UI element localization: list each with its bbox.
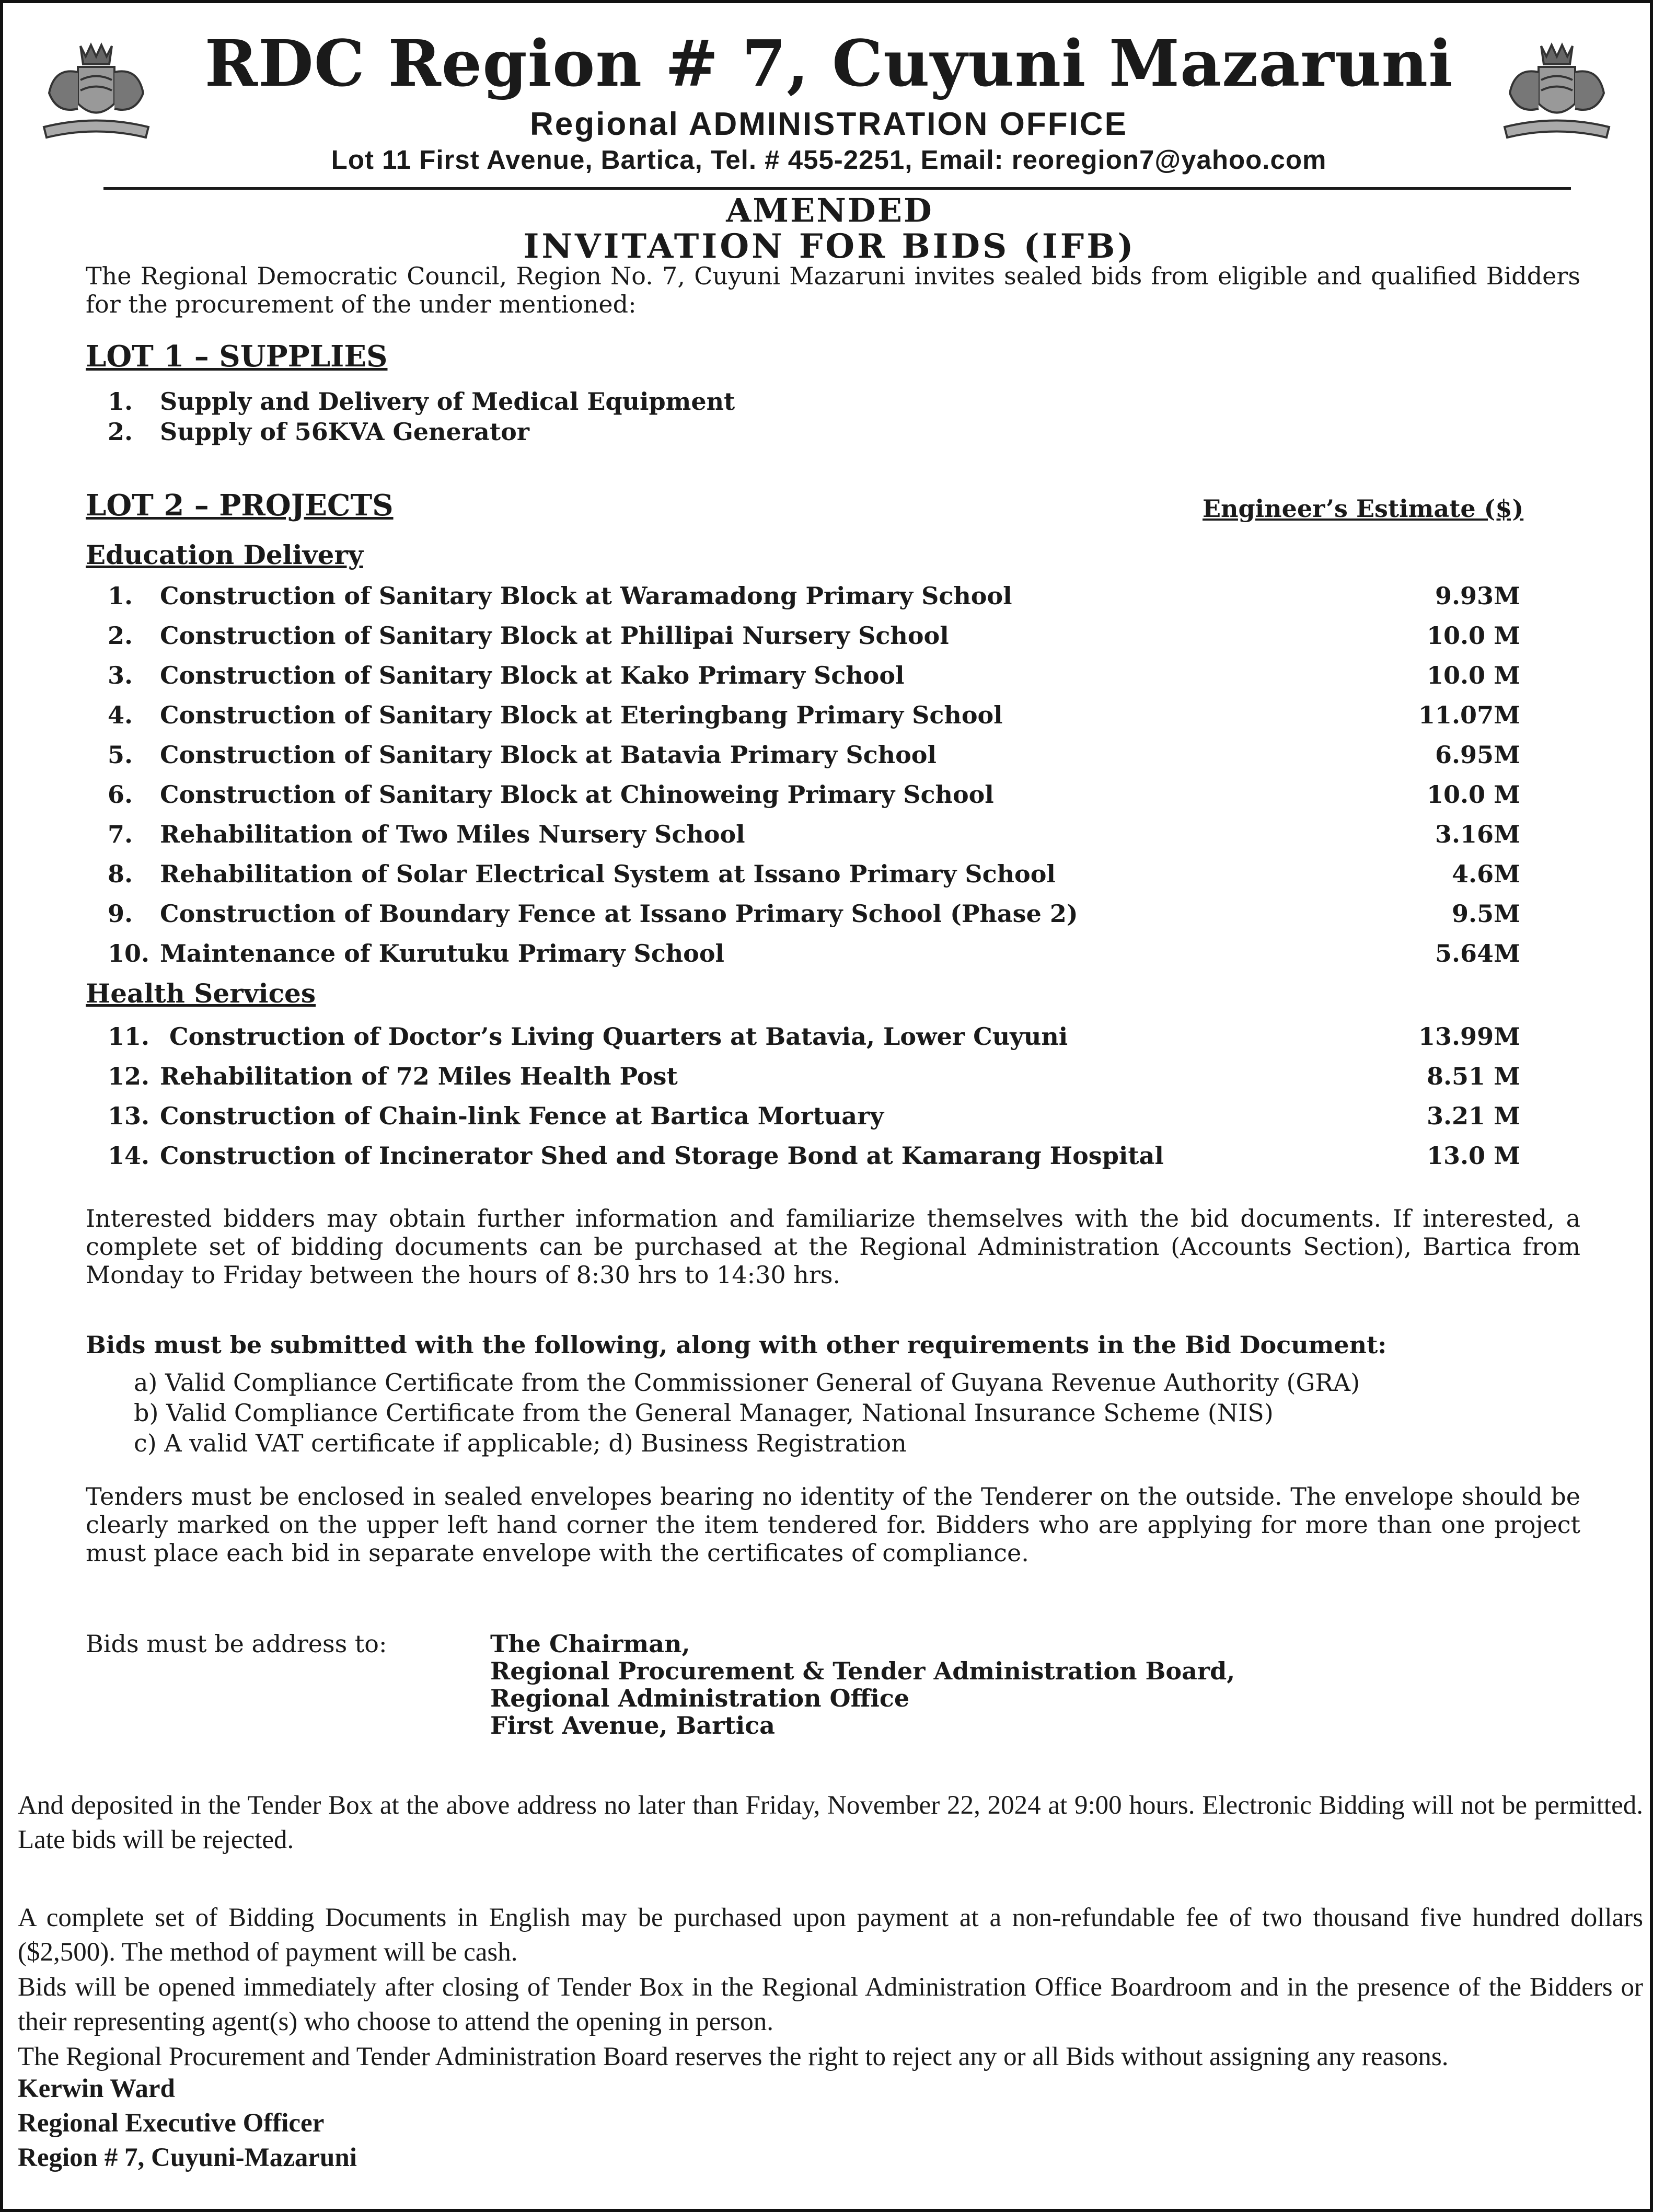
list-item: 14. Construction of Incinerator Shed and Storage Bond at Kamarang Hospital 13.0 M (108, 1142, 1520, 1170)
office-subtitle: Regional ADMINISTRATION OFFICE (530, 106, 1128, 142)
address-line: Regional Administration Office (490, 1684, 910, 1712)
list-item: 4. Construction of Sanitary Block at Eteringbang Primary School 11.07M (108, 701, 1520, 729)
list-item: 12. Rehabilitation of 72 Miles Health Post 8.51 M (108, 1062, 1520, 1090)
list-item: 9. Construction of Boundary Fence at Issano Primary School (Phase 2) 9.5M (108, 900, 1520, 928)
address-line: Regional Procurement & Tender Administration Board, (490, 1657, 1235, 1685)
requirement-item: b) Valid Compliance Certificate from the General Manager, National Insurance Scheme (NIS) (134, 1399, 1274, 1427)
tender-paragraph: Tenders must be enclosed in sealed envelopes bearing no identity of the Tenderer on the outside. The envelope should be clearly marked on the upper left hand corner the item tendered for. Bidders who are applying for more than one project must place each bid in separate envelope with the certificates of compliance. (86, 1482, 1580, 1567)
list-item: 8. Rehabilitation of Solar Electrical System at Issano Primary School 4.6M (108, 860, 1520, 888)
list-item: 2. Supply of 56KVA Generator (108, 418, 529, 446)
address-line: First Avenue, Bartica (490, 1711, 775, 1739)
list-item: 7. Rehabilitation of Two Miles Nursery School 3.16M (108, 820, 1520, 848)
header-divider (103, 187, 1571, 190)
deposit-paragraph: And deposited in the Tender Box at the above address no later than Friday, November 22, 2024 at 9:00 hours. Electronic Bidding will not be permitted. Late bids will be rejected. (18, 1791, 1643, 1854)
intro-paragraph: The Regional Democratic Council, Region No. 7, Cuyuni Mazaruni invites sealed bids from eligible and qualified Bidders for the procurement of the under mentioned: (86, 262, 1580, 318)
health-heading: Health Services (86, 978, 316, 1009)
signatory-region: Region # 7, Cuyuni-Mazaruni (18, 2143, 357, 2172)
list-item: 1. Supply and Delivery of Medical Equipment (108, 387, 735, 416)
signatory-title: Regional Executive Officer (18, 2109, 325, 2138)
opening-paragraph: Bids will be opened immediately after closing of Tender Box in the Regional Administration Office Boardroom and in the presence of the Bidders or their representing agent(s) who choose to attend the opening in person. (18, 1973, 1643, 2036)
requirement-item: c) A valid VAT certificate if applicable; d) Business Registration (134, 1429, 907, 1457)
lot2-heading: LOT 2 – PROJECTS (86, 488, 394, 523)
lot1-heading: LOT 1 – SUPPLIES (86, 339, 388, 374)
list-item: 1. Construction of Sanitary Block at Waramadong Primary School 9.93M (108, 582, 1520, 610)
requirement-item: a) Valid Compliance Certificate from the Commissioner General of Guyana Revenue Authority (GRA) (134, 1368, 1360, 1397)
list-item: 13. Construction of Chain-link Fence at Bartica Mortuary 3.21 M (108, 1102, 1520, 1130)
list-item: 5. Construction of Sanitary Block at Batavia Primary School 6.95M (108, 741, 1520, 769)
list-item: 10. Maintenance of Kurutuku Primary School 5.64M (108, 939, 1520, 967)
coat-of-arms-icon (1489, 36, 1625, 151)
coat-of-arms-icon (28, 36, 164, 151)
amended-label: AMENDED (726, 191, 933, 229)
address-line: The Chairman, (490, 1630, 690, 1658)
fee-paragraph: A complete set of Bidding Documents in English may be purchased upon payment at a non-refundable fee of two thousand five hundred dollars ($2,500). The method of payment will be cash. (18, 1903, 1643, 1967)
list-item: 11. Construction of Doctor’s Living Quarters at Batavia, Lower Cuyuni 13.99M (108, 1022, 1520, 1051)
requirements-heading: Bids must be submitted with the following, along with other requirements in the Bid Document: (86, 1331, 1387, 1359)
office-address: Lot 11 First Avenue, Bartica, Tel. # 455-2251, Email: reoregion7@yahoo.com (331, 145, 1327, 175)
estimate-column-header: Engineer’s Estimate ($) (1203, 494, 1524, 523)
address-to-label: Bids must be address to: (86, 1630, 387, 1658)
list-item: 2. Construction of Sanitary Block at Phillipai Nursery School 10.0 M (108, 621, 1520, 650)
page-title: RDC Region # 7, Cuyuni Mazaruni (204, 26, 1453, 101)
education-heading: Education Delivery (86, 539, 363, 570)
info-paragraph: Interested bidders may obtain further information and familiarize themselves with the bid documents. If interested, a complete set of bidding documents can be purchased at the Regional Administration (Accounts Section), Bartica from Monday to Friday between the hours of 8:30 hrs to 14:30 hrs. (86, 1204, 1580, 1289)
list-item: 6. Construction of Sanitary Block at Chinoweing Primary School 10.0 M (108, 780, 1520, 809)
signatory-name: Kerwin Ward (18, 2074, 175, 2103)
list-item: 3. Construction of Sanitary Block at Kako Primary School 10.0 M (108, 661, 1520, 689)
reserve-paragraph: The Regional Procurement and Tender Administration Board reserves the right to reject any or all Bids without assigning any reasons. (18, 2042, 1449, 2071)
ifb-heading: INVITATION FOR BIDS (IFB) (523, 227, 1136, 266)
